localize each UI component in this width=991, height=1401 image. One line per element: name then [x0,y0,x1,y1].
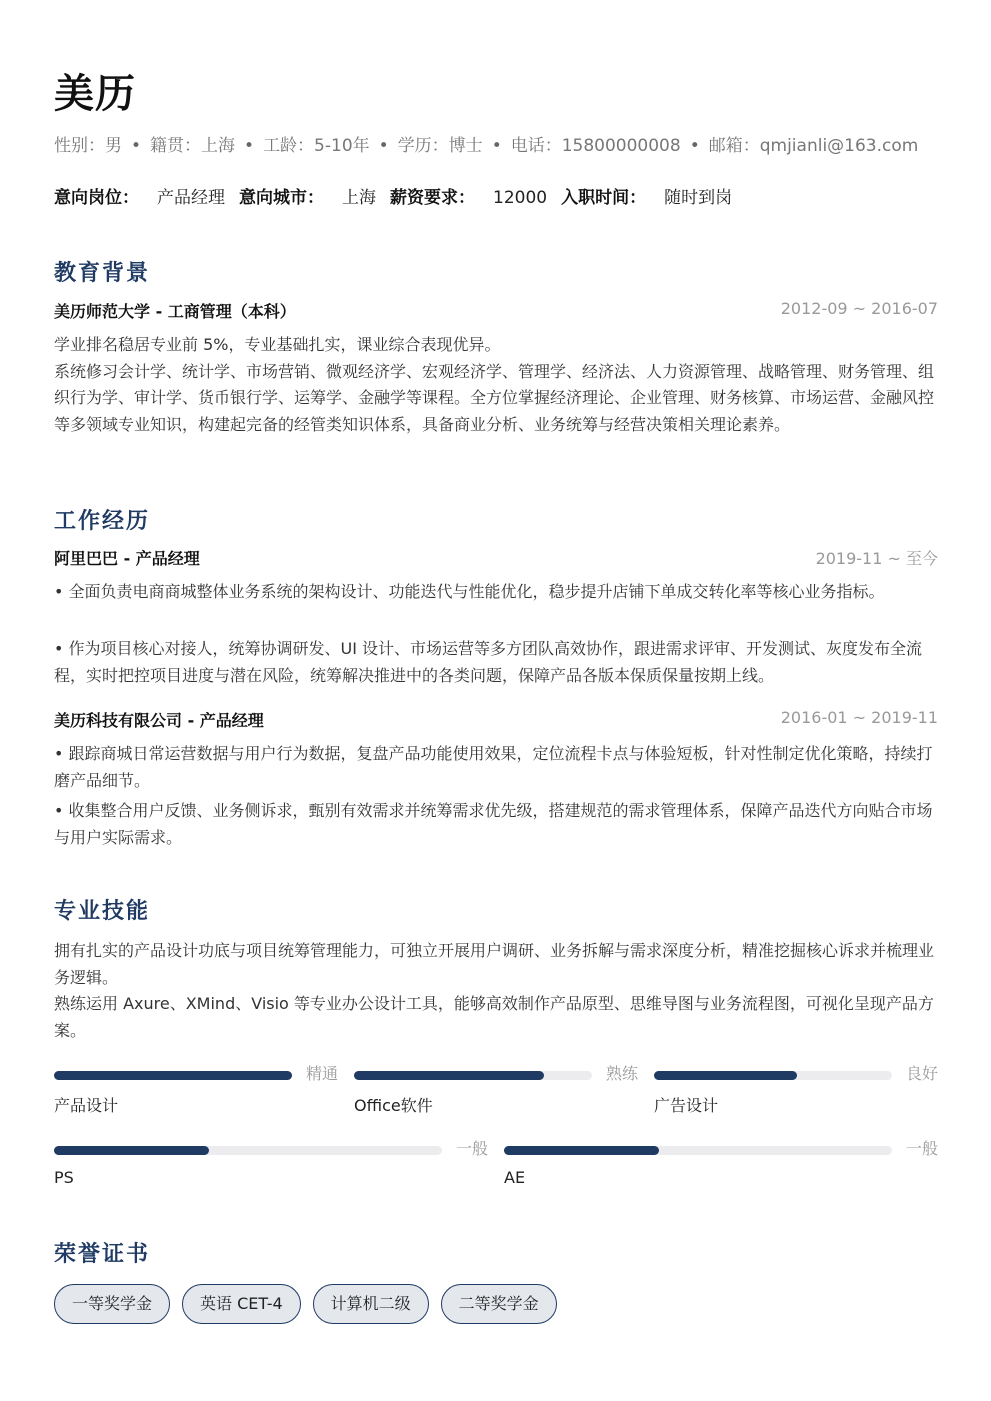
honor-tag: 二等奖学金 [441,1284,557,1324]
work-date: 2016-01 ~ 2019-11 [780,708,938,727]
work-entry-header [54,708,938,732]
work-company-role: 美历科技有限公司 - 产品经理 [54,711,264,730]
education-school-major: 美历师范大学 - 工商管理（本科） [54,302,296,321]
info-separator: • [491,136,502,156]
work-bullet: • 作为项目核心对接人，统筹协调研发、UI 设计、市场运营等多方团队高效协作，跟进需求评审、开发测试、灰度发布全流程，实时把控项目进度与潜在风险，统筹解决推进中的各类问题，保障产品各版本保质保量按期上线。 [54,639,923,685]
intent-city-value: 上海 [342,188,376,208]
info-separator: • [131,136,142,156]
education-line: 学业排名稳居专业前 5%，专业基础扎实，课业综合表现优异。 [54,335,501,354]
education-description [54,332,938,438]
work-bullet: • 全面负责电商商城整体业务系统的架构设计、功能迭代与性能优化，稳步提升店铺下单成交转化率等核心业务指标。 [54,582,885,601]
personal-info-line [54,131,918,156]
education-entry-header [54,299,938,323]
skill-bar-fill [654,1071,797,1080]
skill-item [54,1141,488,1211]
skill-bar-track [654,1071,892,1080]
skill-bar-fill [54,1146,209,1155]
skill-name: Office软件 [354,1096,433,1115]
skills-description [54,938,938,1044]
candidate-name: 美历 [54,71,136,117]
section-title-education: 教育背景 [54,261,151,286]
intent-start-value: 随时到岗 [664,188,733,208]
info-degree: 学历：博士 [397,136,483,156]
honor-tags [54,1284,557,1324]
info-phone: 电话：15800000008 [510,136,681,156]
honor-tag: 英语 CET-4 [182,1284,301,1324]
skill-bar-fill [354,1071,544,1080]
work-entry-header [54,546,938,570]
section-title-honors: 荣誉证书 [54,1242,151,1267]
skills-line: 熟练运用 Axure、XMind、Visio 等专业办公设计工具，能够高效制作产品原型、思维导图与业务流程图，可视化呈现产品方案。 [54,994,934,1040]
info-separator: • [244,136,255,156]
skills-line: 拥有扎实的产品设计功底与项目统筹管理能力，可独立开展用户调研、业务拆解与需求深度分析，精准挖掘核心诉求并梳理业务逻辑。 [54,941,935,987]
education-date: 2012-09 ~ 2016-07 [780,299,938,318]
info-separator: • [378,136,389,156]
skill-item [504,1141,938,1211]
intent-city-key: 意向城市： [239,188,324,208]
skill-bar-track [54,1146,442,1155]
skill-name: AE [504,1168,526,1187]
info-email[interactable]: 邮箱：qmjianli@163.com [708,136,919,156]
job-intent-line [54,183,746,208]
work-bullet: • 跟踪商城日常运营数据与用户行为数据，复盘产品功能使用效果，定位流程卡点与体验短板，针对性制定优化策略，持续打磨产品细节。 [54,744,933,790]
skill-name: 广告设计 [654,1096,719,1115]
intent-position-value: 产品经理 [157,188,225,208]
info-experience: 工龄：5-10年 [263,136,370,156]
skill-item [54,1066,338,1136]
skill-bar-track [54,1071,292,1080]
work-date: 2019-11 ~ 至今 [815,549,938,568]
section-title-skills: 专业技能 [54,899,151,924]
honor-tag: 计算机二级 [313,1284,429,1324]
intent-start-key: 入职时间： [561,188,647,208]
skill-name: 产品设计 [54,1096,119,1115]
info-separator: • [689,136,700,156]
intent-position-key: 意向岗位： [54,188,139,208]
skill-bar-track [354,1071,592,1080]
info-gender: 性别：男 [54,136,122,156]
skill-level: 精通 [305,1064,338,1083]
skill-bar-track [504,1146,892,1155]
skill-item [354,1066,638,1136]
skill-bar-fill [504,1146,659,1155]
work-company-role: 阿里巴巴 - 产品经理 [54,549,200,568]
skill-level: 一般 [905,1139,938,1158]
education-line: 系统修习会计学、统计学、市场营销、微观经济学、宏观经济学、管理学、经济法、人力资源管理、战略管理、财务管理、组织行为学、审计学、货币银行学、运筹学、金融学等课程。全方位掌握经济理论、企业管理、财务核算、市场运营、金融风控等多领域专业知识，构建起完备的经管类知识体系，具备商业分析、业务统筹与经营决策相关理论素养。 [54,361,935,434]
info-hometown: 籍贯：上海 [150,136,236,156]
skill-item [654,1066,938,1136]
intent-salary-value: 12000 [493,188,548,208]
honor-tag: 一等奖学金 [54,1284,170,1324]
skill-level: 良好 [905,1064,938,1083]
work-bullet: • 收集整合用户反馈、业务侧诉求，甄别有效需求并统筹需求优先级，搭建规范的需求管理体系，保障产品迭代方向贴合市场与用户实际需求。 [54,801,933,847]
skill-name: PS [54,1168,74,1187]
intent-salary-key: 薪资要求： [390,188,475,208]
skill-bar-fill [54,1071,292,1080]
section-title-work: 工作经历 [54,509,151,534]
skill-level: 熟练 [605,1064,638,1083]
skill-level: 一般 [455,1139,488,1158]
